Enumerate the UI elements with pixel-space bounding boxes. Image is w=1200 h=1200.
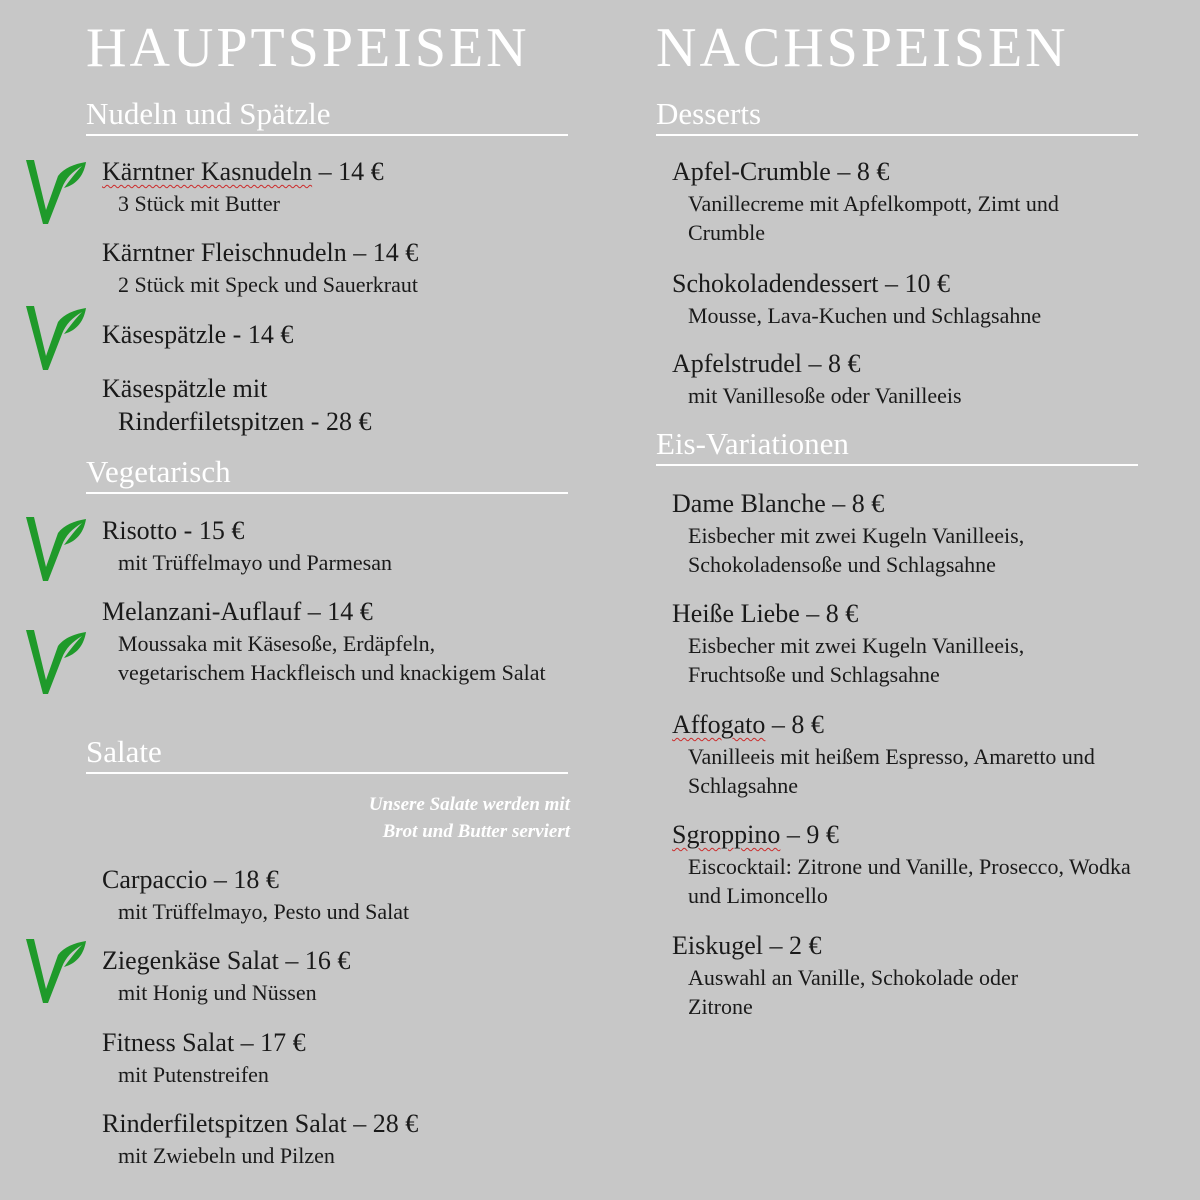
item-description: Vanilleeis mit heißem Espresso, Amaretto und Schlagsahne [688, 744, 1095, 798]
item-name: Apfel-Crumble [672, 157, 831, 186]
section-header-ice-cream [656, 426, 1138, 466]
menu-item-apfelstrudel [672, 348, 1142, 410]
item-description: Eisbecher mit zwei Kugeln Vanilleeis, Schokoladensoße und Schlagsahne [688, 523, 1025, 577]
salad-note-line1: Unsere Salate werden mit [368, 794, 570, 815]
salad-note [270, 791, 570, 845]
item-price: 18 € [233, 865, 279, 894]
menu-item-fleischnudeln [102, 237, 572, 299]
item-separator: - [177, 516, 199, 545]
menu-item-heisse-liebe [672, 598, 1142, 689]
item-separator: – [234, 1028, 261, 1057]
item-price: 15 € [198, 516, 245, 545]
menu-item-schokoladendessert [672, 268, 1142, 330]
item-separator: – [825, 489, 852, 518]
leaf-v-icon [24, 304, 88, 372]
menu-item-rinderfiletspitzen-salat [102, 1108, 572, 1170]
menu-item-ziegenkaese-salat [102, 945, 572, 1007]
section-header-desserts [656, 96, 1138, 136]
item-separator: – [346, 1109, 373, 1138]
item-name: Kärntner Kasnudeln [102, 157, 313, 186]
item-price: 28 € [372, 1109, 419, 1138]
item-name: Carpaccio [102, 865, 208, 894]
item-separator: - [226, 320, 248, 349]
menu-item-eiskugel [672, 930, 1142, 1021]
item-name: Ziegenkäse Salat [102, 946, 279, 975]
item-description: mit Honig und Nüssen [118, 980, 317, 1005]
menu-item-dame-blanche [672, 488, 1142, 579]
item-name: Fitness Salat [102, 1028, 235, 1057]
leaf-v-icon [24, 515, 88, 583]
menu-item-carpaccio [102, 864, 572, 926]
item-separator: – [301, 597, 328, 626]
leaf-v-icon [24, 628, 88, 696]
leaf-v-icon [24, 937, 88, 1005]
menu-item-apfel-crumble [672, 156, 1142, 247]
menu-item-risotto [102, 515, 572, 577]
item-price: 28 € [325, 407, 372, 436]
item-price: 14 € [338, 157, 384, 186]
item-name: Affogato [672, 710, 766, 739]
main-courses-heading: HAUPTSPEISEN [86, 17, 530, 79]
menu-item-sgroppino [672, 819, 1142, 910]
item-price: 14 € [372, 238, 419, 267]
item-separator: – [780, 820, 807, 849]
item-name: Kärntner Fleischnudeln [102, 238, 347, 267]
item-separator: – [346, 238, 373, 267]
section-header-vegetarian [86, 454, 568, 494]
item-separator: – [878, 269, 905, 298]
desserts-heading: NACHSPEISEN [656, 17, 1069, 79]
item-description: 2 Stück mit Speck und Sauerkraut [118, 272, 419, 297]
item-name: Schokoladendessert [672, 269, 879, 298]
item-description: Eisbecher mit zwei Kugeln Vanilleeis, Fruchtsoße und Schlagsahne [688, 633, 1025, 687]
menu-item-kasnudeln [102, 156, 572, 218]
item-name: Risotto [102, 516, 178, 545]
item-separator: – [312, 157, 339, 186]
item-separator: – [765, 710, 792, 739]
item-price: 2 € [789, 931, 822, 960]
section-title: Vegetarisch [86, 454, 231, 489]
item-name: Käsespätzle [102, 320, 227, 349]
item-description: Mousse, Lava-Kuchen und Schlagsahne [688, 303, 1042, 328]
item-name: Sgroppino [672, 820, 781, 849]
menu-item-kaesespaetzle [102, 319, 572, 351]
section-header-noodles [86, 96, 568, 136]
item-price: 17 € [260, 1028, 306, 1057]
menu-item-fitness-salat [102, 1027, 572, 1089]
item-price: 14 € [247, 320, 294, 349]
item-description: mit Putenstreifen [118, 1062, 269, 1087]
item-price: 10 € [904, 269, 951, 298]
item-separator: – [763, 931, 789, 960]
item-separator: – [278, 946, 305, 975]
salad-note-line2: Brot und Butter serviert [382, 821, 570, 842]
item-price: 9 € [806, 820, 839, 849]
item-name: Heiße Liebe [672, 599, 800, 628]
item-separator: – [207, 865, 234, 894]
item-name-line2: Rinderfiletspitzen [118, 407, 305, 436]
section-header-salads [86, 734, 568, 774]
item-description: Moussaka mit Käsesoße, Erdäpfeln, vegetarischem Hackfleisch und knackigem Salat [118, 631, 546, 685]
item-description: Auswahl an Vanille, Schokolade oder Zitrone [688, 965, 1019, 1019]
section-title: Eis-Variationen [656, 426, 849, 461]
item-name: Melanzani-Auflauf [102, 597, 302, 626]
item-separator: - [304, 407, 326, 436]
item-description: mit Vanillesoße oder Vanilleeis [688, 383, 962, 408]
item-name-line1: Käsespätzle mit [102, 374, 268, 403]
section-title: Desserts [656, 96, 762, 131]
item-description: Vanillecreme mit Apfelkompott, Zimt und Crumble [688, 191, 1059, 245]
section-title: Nudeln und Spätzle [86, 96, 331, 131]
item-description: mit Zwiebeln und Pilzen [118, 1143, 335, 1168]
item-name: Eiskugel [672, 931, 763, 960]
item-separator: – [799, 599, 826, 628]
leaf-v-icon [24, 158, 88, 226]
item-price: 8 € [791, 710, 824, 739]
item-description: mit Trüffelmayo und Parmesan [118, 550, 392, 575]
item-price: 16 € [304, 946, 351, 975]
item-name: Rinderfiletspitzen Salat [102, 1109, 347, 1138]
item-description: Eiscocktail: Zitrone und Vanille, Prosecco, Wodka und Limoncello [688, 854, 1131, 908]
item-description: mit Trüffelmayo, Pesto und Salat [118, 899, 410, 924]
item-price: 8 € [827, 349, 861, 378]
item-price: 14 € [327, 597, 373, 626]
item-price: 8 € [825, 599, 859, 628]
item-separator: – [801, 349, 828, 378]
item-description: 3 Stück mit Butter [118, 191, 280, 216]
item-name: Dame Blanche [672, 489, 826, 518]
menu-item-kaesespaetzle-rinderfilet [102, 372, 572, 438]
item-price: 8 € [856, 157, 890, 186]
menu-item-affogato [672, 709, 1142, 800]
item-name: Apfelstrudel [672, 349, 802, 378]
menu-item-melanzani-auflauf [102, 596, 572, 687]
section-title: Salate [86, 734, 162, 769]
item-price: 8 € [851, 489, 885, 518]
item-separator: – [830, 157, 857, 186]
